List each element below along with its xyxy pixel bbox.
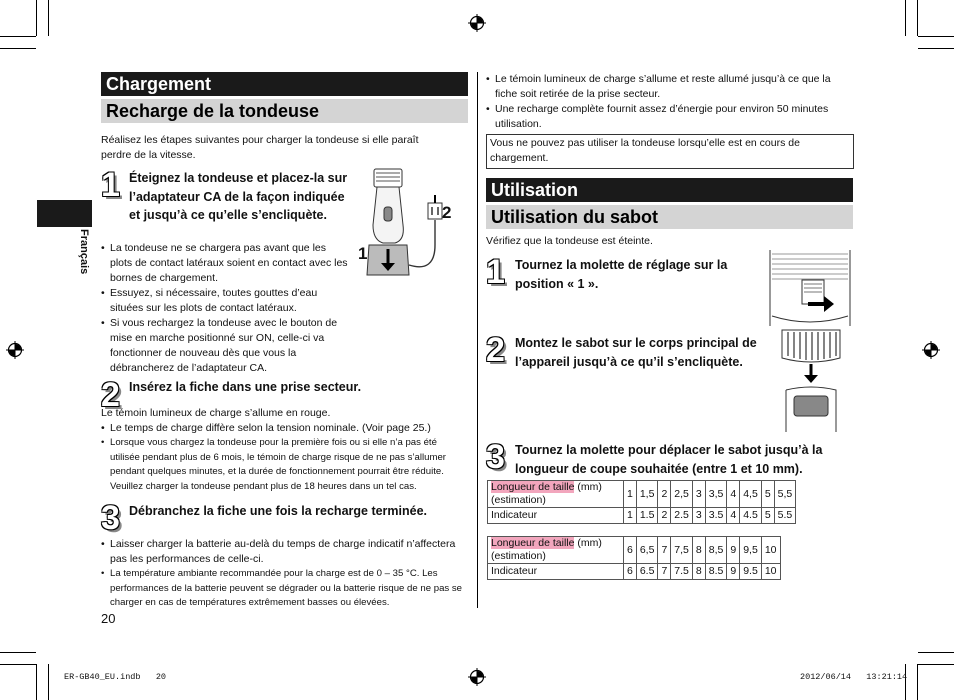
registration-mark-icon xyxy=(922,341,940,359)
step-3-text: Débranchez la fiche une fois la recharge terminée. xyxy=(129,504,428,518)
step-number-1: 1 xyxy=(101,166,120,204)
step-2-text: Insérez la fiche dans une prise secteur. xyxy=(129,380,362,394)
side-tab-label: Français xyxy=(78,229,90,275)
length-table-1 xyxy=(487,480,796,524)
callout-2: 2 xyxy=(442,203,452,222)
length-cell: 4 xyxy=(727,481,740,508)
step-number-1: 1 xyxy=(486,253,505,291)
crop-mark xyxy=(918,652,954,653)
step-2-bullets xyxy=(101,421,469,494)
crop-mark xyxy=(918,36,954,37)
length-cell: 6,5 xyxy=(636,537,658,564)
page-number: 20 xyxy=(101,611,116,626)
subsection-title-sabot: Utilisation du sabot xyxy=(486,205,853,229)
table-row xyxy=(488,537,781,564)
language-tab-block xyxy=(37,200,92,227)
step-number-2: 2 xyxy=(486,331,505,369)
length-cell: 2,5 xyxy=(671,481,693,508)
indicator-cell: 2.5 xyxy=(671,508,693,524)
list-item: • La température ambiante recommandée pour la charge est de 0 – 35 °C. Les performances de la batterie peuvent se dégrader ou la batterie risque de ne pas se charger en cas de températures extrêmement basses ou élevées. xyxy=(101,567,469,611)
length-label-cell xyxy=(488,537,624,564)
indicator-cell: 5 xyxy=(761,508,774,524)
length-cell: 4,5 xyxy=(740,481,762,508)
subsection-title-recharge: Recharge de la tondeuse xyxy=(101,99,468,123)
top-bullets xyxy=(486,72,854,132)
crop-mark xyxy=(917,0,918,36)
indicator-cell: 4 xyxy=(727,508,740,524)
indicator-cell: 4.5 xyxy=(740,508,762,524)
crop-mark xyxy=(918,48,954,49)
usage-step-2-text: Montez le sabot sur le corps principal de l’appareil jusqu’à ce qu’il s’encliquète. xyxy=(515,336,757,369)
registration-mark-icon xyxy=(6,341,24,359)
crop-mark xyxy=(0,36,36,37)
length-cell: 9 xyxy=(727,537,740,564)
length-cell: 8,5 xyxy=(705,537,727,564)
list-item: • Le temps de charge diffère selon la tension nominale. (Voir page 25.) xyxy=(101,421,469,436)
indicator-cell: 6.5 xyxy=(636,564,658,580)
length-cell: 7 xyxy=(658,537,671,564)
column-divider xyxy=(477,72,478,608)
crop-mark xyxy=(0,48,36,49)
indicator-cell: 6 xyxy=(624,564,637,580)
step-number-2: 2 xyxy=(101,376,120,414)
length-cell: 8 xyxy=(692,537,705,564)
crop-mark xyxy=(917,664,918,700)
length-cell: 6 xyxy=(624,537,637,564)
footer-timestamp: 2012/06/14 13:21:14 xyxy=(800,672,908,682)
crop-mark xyxy=(905,0,906,36)
indicator-cell: 10 xyxy=(761,564,780,580)
indicator-cell: 7 xyxy=(658,564,671,580)
step-2-after: Le témoin lumineux de charge s’allume en rouge. xyxy=(101,407,331,419)
crop-mark xyxy=(918,664,954,665)
registration-mark-icon xyxy=(468,668,486,686)
crop-mark xyxy=(0,664,36,665)
crop-mark xyxy=(36,0,37,36)
length-cell: 3 xyxy=(692,481,705,508)
indicator-cell: 8 xyxy=(692,564,705,580)
list-item: • Si vous rechargez la tondeuse avec le bouton de mise en marche positionné sur ON, celle-ci va fonctionner de nouveau dès que vous la débrancherez de l’adaptateur CA. xyxy=(101,316,349,376)
length-cell: 2 xyxy=(658,481,671,508)
table-row xyxy=(488,508,796,524)
indicator-label-cell: Indicateur xyxy=(488,508,624,524)
crop-mark xyxy=(48,0,49,36)
usage-step-1-text: Tournez la molette de réglage sur la position « 1 ». xyxy=(515,258,728,291)
list-item: • Laisser charger la batterie au-delà du temps de charge indicatif n’affectera pas les performances de celle-ci. xyxy=(101,537,469,567)
note-box: Vous ne pouvez pas utiliser la tondeuse lorsqu’elle est en cours de chargement. xyxy=(486,134,854,169)
length-cell: 5,5 xyxy=(774,481,796,508)
indicator-cell: 1 xyxy=(624,508,637,524)
list-item: • Le témoin lumineux de charge s’allume et reste allumé jusqu’à ce que la fiche soit retirée de la prise secteur. xyxy=(486,72,854,102)
length-cell: 1 xyxy=(624,481,637,508)
section-title-chargement: Chargement xyxy=(101,72,468,96)
crop-mark xyxy=(36,664,37,700)
comb-attach-illustration-icon xyxy=(776,328,846,432)
crop-mark xyxy=(48,664,49,700)
indicator-cell: 2 xyxy=(658,508,671,524)
length-cell: 7,5 xyxy=(671,537,693,564)
callout-1: 1 xyxy=(358,244,368,263)
footer-file: ER-GB40_EU.indb 20 xyxy=(64,672,167,682)
indicator-cell: 9 xyxy=(727,564,740,580)
usage-intro: Vérifiez que la tondeuse est éteinte. xyxy=(486,235,653,247)
length-label-unit: (mm) xyxy=(574,537,602,549)
table-row xyxy=(488,564,781,580)
usage-step-3-text: Tournez la molette pour déplacer le sabot jusqu’à la longueur de coupe souhaitée (entre 1 et 10 mm). xyxy=(515,443,823,476)
registration-mark-icon xyxy=(468,14,486,32)
indicator-cell: 3 xyxy=(692,508,705,524)
length-label-highlight: Longueur de taille xyxy=(491,537,575,549)
indicator-cell: 3.5 xyxy=(705,508,727,524)
length-cell: 1,5 xyxy=(636,481,658,508)
step-number-3: 3 xyxy=(101,499,120,537)
step-number-3: 3 xyxy=(486,438,505,476)
length-cell: 9,5 xyxy=(740,537,762,564)
list-item: • Une recharge complète fournit assez d’énergie pour environ 50 minutes utilisation. xyxy=(486,102,854,132)
list-item: • Essuyez, si nécessaire, toutes gouttes d’eau situées sur les plots de contact latéraux. xyxy=(101,286,349,316)
length-label-estimation: (estimation) xyxy=(491,550,546,562)
step-1-bullets xyxy=(101,241,349,376)
list-item: • Lorsque vous chargez la tondeuse pour la première fois ou si elle n’a pas été utilisée pendant plus de 6 mois, le témoin de charge risque de ne pas s’allumer pendant quelques minutes, et la durée de fonctionnement pourrait être réduite. Veuillez charger la tondeuse pendant plus de 18 heures dans un tel cas. xyxy=(101,436,469,494)
length-cell: 3,5 xyxy=(705,481,727,508)
crop-mark xyxy=(0,652,36,653)
length-cell: 10 xyxy=(761,537,780,564)
indicator-cell: 1.5 xyxy=(636,508,658,524)
length-cell: 5 xyxy=(761,481,774,508)
length-table-2 xyxy=(487,536,781,580)
indicator-cell: 8.5 xyxy=(705,564,727,580)
step-3-bullets xyxy=(101,537,469,611)
section-title-utilisation: Utilisation xyxy=(486,178,853,202)
step-1-text: Éteignez la tondeuse et placez-la sur l’adaptateur CA de la façon indiquée et jusqu’à ce qu’elle s’encliquète. xyxy=(129,171,348,222)
length-label-unit: (mm) xyxy=(574,481,602,493)
indicator-cell: 9.5 xyxy=(740,564,762,580)
length-label-estimation: (estimation) xyxy=(491,494,546,506)
length-label-highlight: Longueur de taille xyxy=(491,481,575,493)
indicator-label-cell: Indicateur xyxy=(488,564,624,580)
indicator-cell: 5.5 xyxy=(774,508,796,524)
length-label-cell xyxy=(488,481,624,508)
intro-text: Réalisez les étapes suivantes pour charger la tondeuse si elle paraît perdre de la vitesse. xyxy=(101,134,419,161)
dial-adjust-illustration-icon xyxy=(766,250,854,326)
indicator-cell: 7.5 xyxy=(671,564,693,580)
list-item: • La tondeuse ne se chargera pas avant que les plots de contact latéraux soient en contact avec les bornes de chargement. xyxy=(101,241,349,286)
table-row xyxy=(488,481,796,508)
crop-mark xyxy=(905,664,906,700)
